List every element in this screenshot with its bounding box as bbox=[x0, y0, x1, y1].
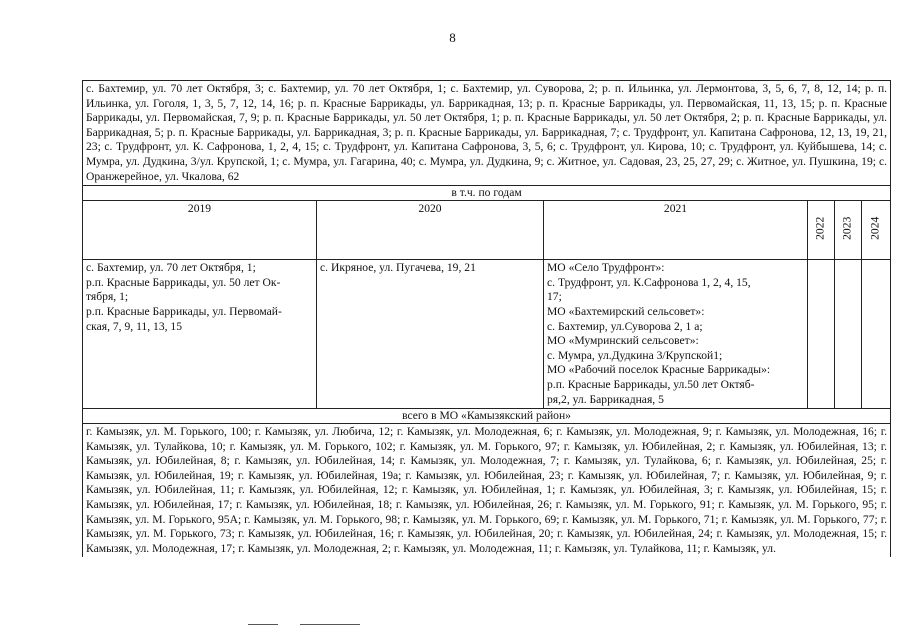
year-2019-line: с. Бахтемир, ул. 70 лет Октября, 1; bbox=[86, 261, 256, 275]
year-2021-line: с. Мумра, ул.Дудкина 3/Крупской1; bbox=[547, 348, 723, 362]
years-header-row bbox=[83, 201, 891, 260]
year-2020-cell bbox=[317, 260, 544, 409]
year-2024-header bbox=[862, 201, 891, 260]
year-2021-line: МО «Бахтемирский сельсовет»: bbox=[547, 304, 705, 318]
year-2023-header bbox=[835, 201, 862, 260]
year-2020-line: с. Икряное, ул. Пугачева, 19, 21 bbox=[320, 261, 476, 275]
year-2021-line: с. Трудфронт, ул. К.Сафронова 1, 2, 4, 15, bbox=[547, 275, 751, 289]
year-2019-line: р.п. Красные Баррикады, ул. Первомай- bbox=[86, 304, 282, 318]
page-edge-line bbox=[248, 624, 278, 625]
year-2021-header: 2021 bbox=[544, 201, 808, 260]
year-2021-line: ря,2, ул. Баррикадная, 5 bbox=[547, 392, 664, 406]
year-2019-line: ская, 7, 9, 11, 13, 15 bbox=[86, 319, 183, 333]
year-2024-label: 2024 bbox=[868, 216, 882, 241]
top-addresses-cell: с. Бахтемир, ул. 70 лет Октября, 3; с. Бахтемир, ул. 70 лет Октября, 1; с. Бахтемир, ул. Суворова, 2; р. п. Ильинка, ул. Лермонтова, 3, 5, 6, 7, 8, 12, 14; р. п. Ильинка, ул. Гоголя, 1, 3, 5, 7, 12, 14, 16; р. п. Красные Баррикады, ул. Баррикадная, 13; р. п. Красные Баррикады, ул. Первомайская, 11, 13, 15; р. п. Красные Баррикады, ул. Первомайская, 7, 9; р. п. Красные Баррикады, ул. 50 лет Октября, 1; р. п. Красные Баррикады, ул. 50 лет Октября, 2; р. п. Красные Баррикады, ул. Баррикадная, 5; р. п. Красные Баррикады, ул. Баррикадная, 3; р. п. Красные Баррикады, ул. Баррикадная, 7; с. Трудфронт, ул. Капитана Сафронова, 12, 13, 19, 21, 23; с. Трудфронт, ул. К. Сафронова, 1, 2, 4, 15; с. Трудфронт, ул. Капитана Сафронова, 3, 5, 6; с. Трудфронт, ул. Кирова, 10; с. Трудфронт, ул. Куйбышева, 14; с. Мумра, ул. Дудкина, 3/ул. Крупской, 1; с. Мумра, ул. Гагарина, 40; с. Мумра, ул. Дудкина, 9; с. Житное, ул. Садовая, 23, 25, 27, 29; с. Житное, ул. Пушкина, 19; с. Оранжерейное, ул. Чкалова, 62 bbox=[83, 81, 891, 186]
bottom-addresses-cell: г. Камызяк, ул. М. Горького, 100; г. Камызяк, ул. Любича, 12; г. Камызяк, ул. Молодежная, 6; г. Камызяк, ул. Молодежная, 9; г. Камызяк, ул. Молодежная, 16; г. Камызяк, ул. Тулайкова, 10; г. Камызяк, ул. М. Горького, 102; г. Камызяк, ул. М. Горького, 97; г. Камызяк, ул. Юбилейная, 2; г. Камызяк, ул. Юбилейная, 13; г. Камызяк, ул. Юбилейная, 8; г. Камызяк, ул. Юбилейная, 14; г. Камызяк, ул. Молодежная, 7; г. Камызяк, ул. Тулайкова, 6; г. Камызяк, ул. Юбилейная, 25; г. Камызяк, ул. Юбилейная, 19; г. Камызяк, ул. Юбилейная, 19а; г. Камызяк, ул. Юбилейная, 23; г. Камызяк, ул. Юбилейная, 7; г. Камызяк, ул. Юбилейная, 9; г. Камызяк, ул. Юбилейная, 11; г. Камызяк, ул. Юбилейная, 12; г. Камызяк, ул. Юбилейная, 1; г. Камызяк, ул. Юбилейная, 3; г. Камызяк, ул. Юбилейная, 15; г. Камызяк, ул. Юбилейная, 17; г. Камызяк, ул. Юбилейная, 18; г. Камызяк, ул. Юбилейная, 26; г. Камызяк, ул. М. Горького, 91; г. Камызяк, ул. М. Горького, 95; г. Камызяк, ул. М. Горького, 95А; г. Камызяк, ул. М. Горького, 98; г. Камызяк, ул. М. Горького, 69; г. Камызяк, ул. М. Горького, 71; г. Камызяк, ул. М. Горького, 77; г. Камызяк, ул. М. Горького, 73; г. Камызяк, ул. Юбилейная, 16; г. Камызяк, ул. Юбилейная, 20; г. Камызяк, ул. Юбилейная, 24; г. Камызяк, ул. Молодежная, 15; г. Камызяк, ул. Молодежная, 17; г. Камызяк, ул. Молодежная, 2; г. Камызяк, ул. Молодежная, 11; г. Камызяк, ул. Тулайкова, 11; г. Камызяк, ул. bbox=[83, 424, 891, 558]
by-years-heading-row bbox=[83, 186, 891, 201]
year-2019-cell bbox=[83, 260, 317, 409]
page-number: 8 bbox=[449, 30, 456, 45]
year-2021-cell bbox=[544, 260, 808, 409]
year-2021-line: МО «Мумринский сельсовет»: bbox=[547, 334, 699, 348]
years-content-row bbox=[83, 260, 891, 409]
year-2023-cell bbox=[835, 260, 862, 409]
year-2022-header bbox=[808, 201, 835, 260]
year-2022-label: 2022 bbox=[813, 216, 827, 241]
year-2021-line: МО «Рабочий поселок Красные Баррикады»: bbox=[547, 363, 771, 377]
year-2023-label: 2023 bbox=[840, 216, 854, 241]
total-heading: всего в МО «Камызякский район» bbox=[83, 409, 891, 424]
year-2021-line: с. Бахтемир, ул.Суворова 2, 1 а; bbox=[547, 319, 703, 333]
page-edge-line bbox=[300, 624, 360, 625]
top-addresses-row bbox=[83, 81, 891, 186]
year-2024-cell bbox=[862, 260, 891, 409]
year-2020-header: 2020 bbox=[317, 201, 544, 260]
year-2022-cell bbox=[808, 260, 835, 409]
bottom-addresses-row bbox=[83, 424, 891, 558]
year-2021-line: р.п. Красные Баррикады, ул.50 лет Октяб- bbox=[547, 377, 755, 391]
total-heading-row bbox=[83, 409, 891, 424]
year-2019-line: р.п. Красные Баррикады, ул. 50 лет Ок- bbox=[86, 275, 281, 289]
by-years-heading: в т.ч. по годам bbox=[83, 186, 891, 201]
year-2019-header: 2019 bbox=[83, 201, 317, 260]
year-2019-line: тября, 1; bbox=[86, 290, 129, 304]
year-2021-line: МО «Село Трудфронт»: bbox=[547, 261, 665, 275]
addresses-table bbox=[82, 80, 891, 557]
year-2021-line: 17; bbox=[547, 290, 562, 304]
